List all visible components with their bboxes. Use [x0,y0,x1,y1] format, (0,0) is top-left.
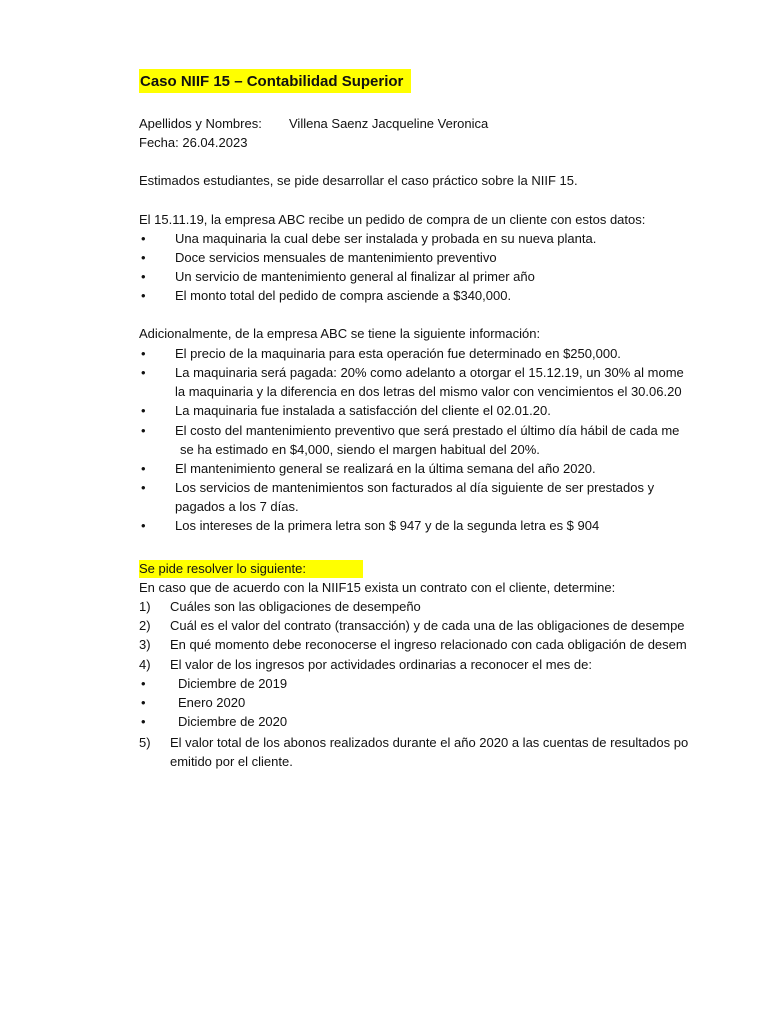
bullet: • [141,250,146,265]
question-text: En qué momento debe reconocerse el ingreso relacionado con cada obligación de desem [170,637,687,652]
question-text: Cuáles son las obligaciones de desempeño [170,599,421,614]
question-text: Cuál es el valor del contrato (transacción) y de cada una de las obligaciones de desempe [170,618,685,633]
question-number: 5) [139,735,151,750]
question-number: 1) [139,599,151,614]
bullet: • [141,518,146,533]
fecha-line: Fecha: 26.04.2023 [139,135,248,150]
adicional-lead: Adicionalmente, de la empresa ABC se tiene la siguiente información: [139,326,541,341]
adicional-item-continuation: se ha estimado en $4,000, siendo el margen habitual del 20%. [180,442,540,457]
month-text: Diciembre de 2020 [178,714,288,729]
bullet: • [141,423,146,438]
month-text: Diciembre de 2019 [178,676,288,691]
adicional-item-text: El precio de la maquinaria para esta operación fue determinado en $250,000. [175,346,621,361]
question-text: El valor de los ingresos por actividades ordinarias a reconocer el mes de: [170,657,592,672]
requerimiento-header: Se pide resolver lo siguiente: [139,560,363,578]
adicional-item-text: Los intereses de la primera letra son $ 947 y de la segunda letra es $ 904 [175,518,600,533]
pedido-item-text: El monto total del pedido de compra asciende a $340,000. [175,288,512,303]
month-text: Enero 2020 [178,695,246,710]
adicional-item-text: La maquinaria fue instalada a satisfacción del cliente el 02.01.20. [175,403,551,418]
apellidos-label: Apellidos y Nombres: [139,116,262,131]
intro-paragraph: Estimados estudiantes, se pide desarrollar el caso práctico sobre la NIIF 15. [139,173,578,188]
bullet: • [141,365,146,380]
bullet: • [141,461,146,476]
bullet: • [141,269,146,284]
question-number: 2) [139,618,151,633]
document-title: Caso NIIF 15 – Contabilidad Superior [139,69,411,93]
pedido-item-text: Doce servicios mensuales de mantenimiento preventivo [175,250,497,265]
bullet: • [141,346,146,361]
question-number: 3) [139,637,151,652]
adicional-item-continuation: pagados a los 7 días. [175,499,299,514]
question-number: 4) [139,657,151,672]
adicional-item-text: El costo del mantenimiento preventivo que será prestado el último día hábil de cada me [175,423,680,438]
bullet: • [141,695,146,710]
adicional-item-continuation: la maquinaria y la diferencia en dos letras del mismo valor con vencimientos el 30.06.20 [175,384,682,399]
bullet: • [141,288,146,303]
document-body [139,0,768,1024]
question-continuation: emitido por el cliente. [170,754,293,769]
adicional-item-text: Los servicios de mantenimientos son facturados al día siguiente de ser prestados y [175,480,655,495]
bullet: • [141,714,146,729]
bullet: • [141,231,146,246]
bullet: • [141,403,146,418]
pedido-lead: El 15.11.19, la empresa ABC recibe un pedido de compra de un cliente con estos datos: [139,212,646,227]
pedido-item-text: Un servicio de mantenimiento general al finalizar al primer año [175,269,535,284]
bullet: • [141,676,146,691]
adicional-item-text: La maquinaria será pagada: 20% como adelanto a otorgar el 15.12.19, un 30% al mome [175,365,684,380]
question-text: El valor total de los abonos realizados durante el año 2020 a las cuentas de resultados po [170,735,689,750]
adicional-item-text: El mantenimiento general se realizará en la última semana del año 2020. [175,461,596,476]
bullet: • [141,480,146,495]
apellidos-value: Villena Saenz Jacqueline Veronica [289,116,489,131]
requerimiento-lead: En caso que de acuerdo con la NIIF15 exista un contrato con el cliente, determine: [139,580,616,595]
pedido-item-text: Una maquinaria la cual debe ser instalada y probada en su nueva planta. [175,231,597,246]
